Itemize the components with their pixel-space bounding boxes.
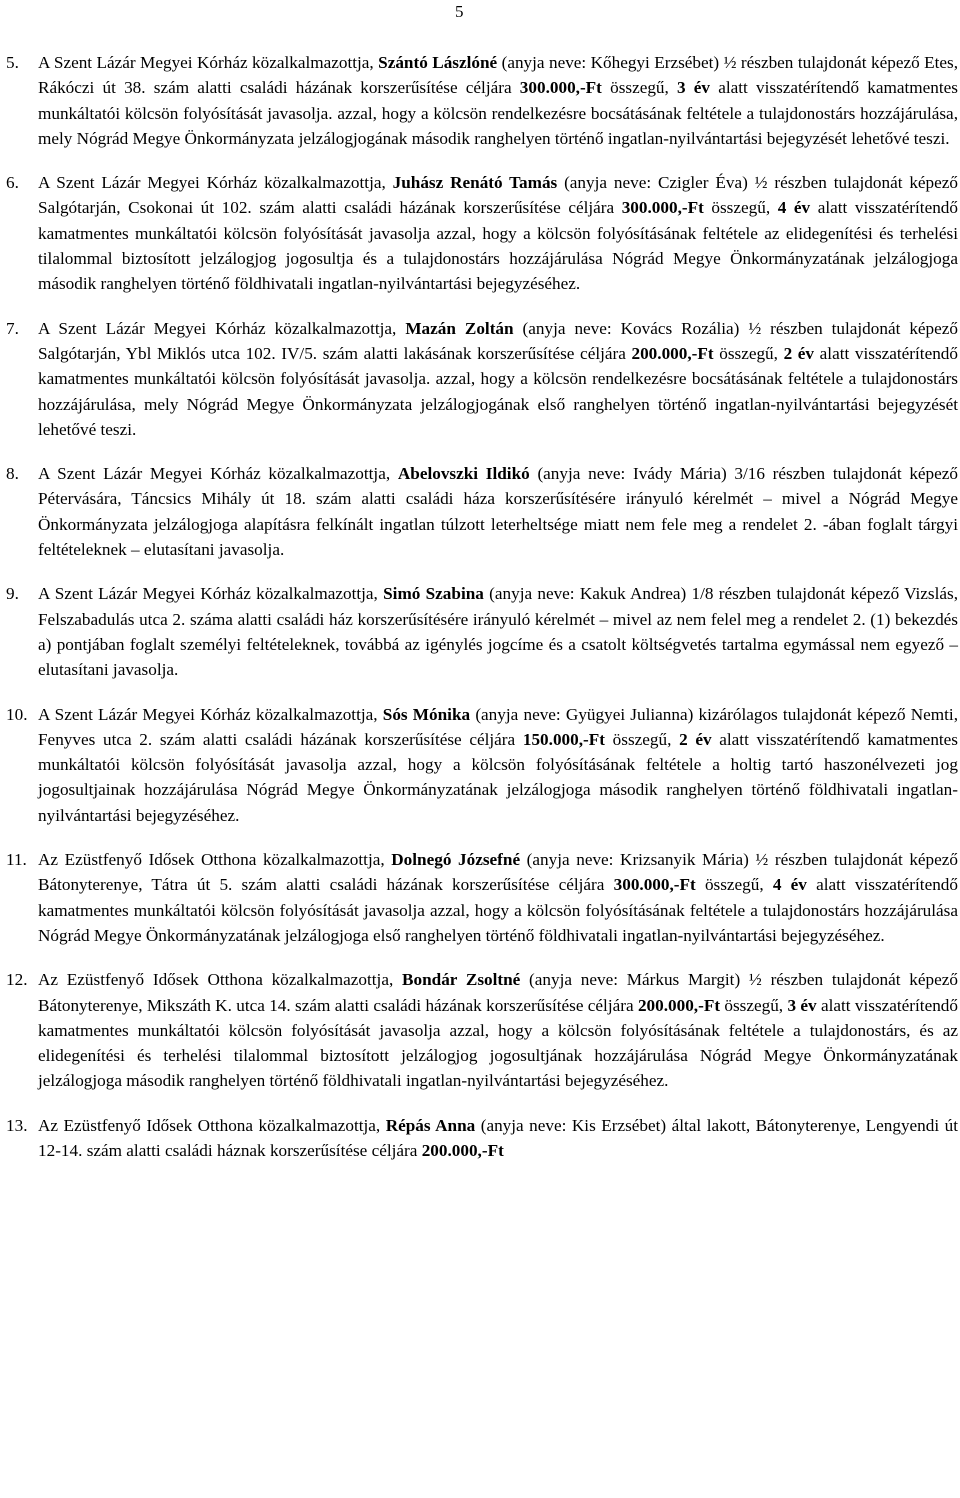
loan-amount: 300.000,-Ft: [613, 875, 696, 895]
employee-name: Bondár Zsoltné: [402, 970, 521, 990]
employee-name: Répás Anna: [385, 1115, 476, 1135]
amount-suffix: összegű,: [695, 875, 773, 895]
list-item: [6, 967, 958, 1093]
item-details: (anyja neve: Czigler Éva) ½ részben tulajdonát képező Salgótarján, Csokonai út 102. szám alatti családi házának korszerűsítése céljára: [38, 173, 958, 218]
item-text: [38, 50, 958, 151]
item-details: (anyja neve: Kőhegyi Erzsébet) ½ részben tulajdonát képező Etes, Rákóczi út 38. szám alatti családi házának korszerűsítése céljára: [38, 53, 958, 98]
amount-suffix: összegű,: [703, 198, 778, 218]
item-number: 7.: [6, 318, 19, 338]
item-text: [38, 847, 958, 948]
item-text: [38, 1113, 958, 1164]
item-number: 5.: [6, 53, 19, 72]
loan-term: 3 év: [787, 995, 817, 1015]
list-item: [6, 316, 958, 442]
item-number: 8.: [6, 464, 19, 484]
list-item: [6, 702, 958, 828]
item-intro: A Szent Lázár Megyei Kórház közalkalmazottja,: [38, 584, 384, 604]
loan-amount: 300.000,-Ft: [519, 78, 602, 98]
item-text: [38, 316, 958, 442]
item-details: (anyja neve: Márkus Margit) ½ részben tulajdonát képező Bátonyterenye, Mikszáth K. utca 14. szám alatti családi házának korszerűsítése céljára: [38, 970, 958, 1015]
loan-amount: 200.000,-Ft: [637, 995, 721, 1015]
item-text: [38, 461, 958, 562]
item-intro: A Szent Lázár Megyei Kórház közalkalmazottja,: [38, 464, 398, 484]
list-item: [6, 847, 958, 948]
item-number: 10.: [6, 704, 28, 724]
list-item: [6, 1113, 958, 1164]
list-item: [6, 581, 958, 682]
item-intro: A Szent Lázár Megyei Kórház közalkalmazottja,: [38, 704, 383, 724]
item-conditions: alatt visszatérítendő kamatmentes munkáltatói kölcsön folyósítását javasolja azzal, hogy a kölcsön folyósításának feltétele a tulajdonostárs, és az elidegenítési és terhelési tilalommal biztosított jelzálogjog jogosultjának hozzájárulása Nógrád Megye Önkormányzatának jelzálogjoga második ranghelyen történő földhivatali ingatlan-nyilvántartási bejegyzéséhez.: [38, 995, 958, 1091]
item-number: 12.: [6, 970, 28, 990]
item-details: (anyja neve: Kovács Rozália) ½ részben tulajdonát képező Salgótarján, Ybl Miklós utca 102. IV/5. szám alatti lakásának korszerűsítése céljára: [38, 318, 958, 363]
item-details: (anyja neve: Gyügyei Julianna) kizárólagos tulajdonát képező Nemti, Fenyves utca 2. szám alatti családi házának korszerűsítése céljára: [38, 704, 958, 749]
item-intro: A Szent Lázár Megyei Kórház közalkalmazottja,: [38, 173, 393, 193]
item-intro: Az Ezüstfenyő Idősek Otthona közalkalmazottja,: [38, 850, 392, 870]
item-number: 6.: [6, 173, 19, 193]
item-conditions: alatt visszatérítendő kamatmentes munkáltatói kölcsön folyósítását javasolja azzal, hogy a kölcsön folyósításának feltétele az elidegenítési és terhelési tilalommal biztosított jelzálogjog jogosultja és a tulajdonostárs hozzájárulása Nógrád Megye Önkormányzatának jelzálogjoga második ranghelyen történő földhivatali ingatlan-nyilvántartási bejegyzéséhez.: [38, 198, 958, 294]
item-text: [38, 170, 958, 296]
employee-name: Mazán Zoltán: [405, 318, 514, 338]
item-number: 9.: [6, 584, 19, 604]
page-number: 5: [455, 2, 464, 21]
employee-name: Juhász Renátó Tamás: [392, 173, 558, 193]
loan-term: 3 év: [677, 78, 711, 98]
document-body: [6, 50, 958, 1182]
item-text: [38, 581, 958, 682]
list-item: [6, 170, 958, 296]
item-details: (anyja neve: Kakuk Andrea) 1/8 részben tulajdonát képező Vizslás, Felszabadulás utca 2. száma alatti családi ház korszerűsítésére irányuló kérelmét – mivel az nem felel meg a rendelet 2. (1) bekezdés a) pontjában foglalt személyi feltételeknek, továbbá az igénylés jogcíme és a csatolt költségvetés tartalma egymással nem egyező – elutasítani javasolja.: [38, 584, 958, 680]
item-details: (anyja neve: Krizsanyik Mária) ½ részben tulajdonát képező Bátonyterenye, Tátra út 5. szám alatti családi házának korszerűsítése céljára: [38, 850, 959, 895]
employee-name: Simó Szabina: [383, 584, 484, 604]
list-item: [6, 461, 958, 562]
item-conditions: alatt visszatérítendő kamatmentes munkáltatói kölcsön folyósítását javasolja azzal, hogy a kölcsön folyósításának feltétele a holtig tartó haszonélvezeti jog jogosultjainak hozzájárulása Nógrád Megye Önkormányzatának jelzálogjoga második ranghelyen történő földhivatali ingatlan-nyilvántartási bejegyzéséhez.: [38, 729, 959, 825]
loan-amount: 200.000,-Ft: [631, 343, 714, 363]
item-conditions: alatt visszatérítendő kamatmentes munkáltatói kölcsön folyósítását javasolja azzal, hogy a kölcsön folyósításának feltétele a tulajdonostárs hozzájárulása Nógrád Megye Önkormányzatának jelzálogjoga első ranghelyen történő földhivatali ingatlan-nyilvántartási bejegyzéséhez.: [38, 875, 958, 945]
item-number: 11.: [6, 850, 27, 870]
amount-suffix: összegű,: [601, 78, 678, 98]
loan-amount: 200.000,-Ft: [421, 1140, 504, 1160]
item-details: (anyja neve: Kis Erzsébet) által lakott, Bátonyterenye, Lengyendi út 12-14. szám alatti családi háznak korszerűsítése céljára: [38, 1115, 958, 1160]
employee-name: Abelovszki Ildikó: [397, 464, 530, 484]
item-conditions: alatt visszatérítendő kamatmentes munkáltatói kölcsön folyósítását javasolja. azzal, hogy a kölcsön rendelkezésre bocsátásának feltétele a tulajdonostárs hozzájárulása, mely Nógrád Megye Önkormányzata jelzálogjogának első ranghelyen történő ingatlan-nyilvántartási bejegyzését lehetővé teszi.: [38, 343, 958, 439]
loan-term: 2 év: [679, 729, 712, 749]
employee-name: Szántó Lászlóné: [378, 53, 498, 72]
loan-amount: 150.000,-Ft: [522, 729, 605, 749]
amount-suffix: összegű,: [604, 729, 680, 749]
amount-suffix: összegű,: [713, 343, 784, 363]
loan-term: 2 év: [783, 343, 815, 363]
item-text: [38, 967, 958, 1093]
item-intro: Az Ezüstfenyő Idősek Otthona közalkalmazottja,: [38, 970, 403, 990]
amount-suffix: összegű,: [720, 995, 788, 1015]
item-intro: Az Ezüstfenyő Idősek Otthona közalkalmazottja,: [38, 1115, 386, 1135]
item-intro: A Szent Lázár Megyei Kórház közalkalmazottja,: [38, 318, 406, 338]
item-details: (anyja neve: Ivády Mária) 3/16 részben tulajdonát képező Pétervására, Táncsics Mihály út 18. szám alatti családi háza korszerűsítésére irányuló kérelmét – mivel a Nógrád Megye Önkormányzata jelzálogjoga alapításra felkínált ingatlan túlzott leterheltsége miatt nem fele meg a rendelet 2. -ában foglalt tárgyi feltételeknek – elutasítani javasolja.: [38, 464, 958, 560]
list-item: [6, 50, 958, 151]
loan-term: 4 év: [772, 875, 807, 895]
employee-name: Sós Mónika: [382, 704, 471, 724]
item-conditions: alatt visszatérítendő kamatmentes munkáltatói kölcsön folyósítását javasolja. azzal, hogy a kölcsön rendelkezésre bocsátásának feltétele a tulajdonostárs hozzájárulása, mely Nógrád Megye Önkormányzata jelzálogjogának második ranghelyen történő ingatlan-nyilvántartási bejegyzését lehetővé teszi.: [38, 78, 958, 148]
employee-name: Dolnegó Józsefné: [391, 850, 521, 870]
loan-amount: 300.000,-Ft: [621, 198, 704, 218]
item-number: 13.: [6, 1115, 28, 1135]
item-text: [38, 702, 958, 828]
loan-term: 4 év: [777, 198, 811, 218]
item-intro: A Szent Lázár Megyei Kórház közalkalmazottja,: [38, 53, 379, 72]
